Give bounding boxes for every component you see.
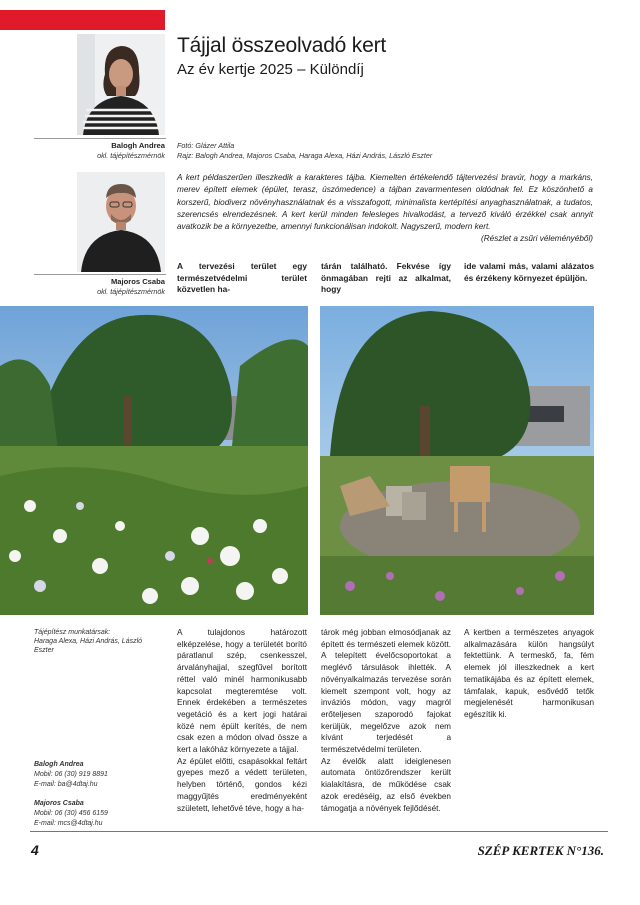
footer-rule <box>30 831 608 832</box>
body-column <box>321 627 451 814</box>
team-names: Haraga Alexa, Házi András, László Eszter <box>34 638 143 654</box>
author-portrait-balogh <box>77 34 165 135</box>
contact-email[interactable]: E-mail: ba@4dtaj.hu <box>34 781 98 788</box>
body-paragraph: A tulajdonos határozott elképzelése, hogy a területét borító páratlanul szép, csenkesszel, árvalányhajjal, szegfűvel borított réttel való minél harmonikusabb kapcsolat megteremtése volt. Ennek érdekében a természetes vegetáció és a kert jogi határai közé nem épült kerítés, de nem csak ezen a módon olvad össze a kert a lakóház környezete a tájjal. <box>177 628 307 755</box>
contact-phone: Mobil: 06 (30) 919 8891 <box>34 771 108 778</box>
contact-name: Balogh Andrea <box>34 761 84 768</box>
contact-phone: Mobil: 06 (30) 456 6159 <box>34 810 108 817</box>
page-subtitle: Az év kertje 2025 – Különdíj <box>177 61 364 78</box>
author-name: Balogh Andrea <box>111 141 165 150</box>
header-accent-bar <box>0 10 165 30</box>
intro-column: tárán található. Fekvése így önmagában rejti az alkalmat, hogy <box>321 261 451 295</box>
contact-email[interactable]: E-mail: mcs@4dtaj.hu <box>34 820 103 827</box>
author-rule <box>34 138 166 139</box>
body-paragraph: Az épület előtti, csapásokkal feltárt gyepes mező a védett területen, helyben történő, gondos kézi maggyűjtés eredményeként született, lehetővé téve, hogy a ha- <box>177 756 307 813</box>
author-role: okl. tájépítészmérnök <box>97 287 165 296</box>
intro-column: A tervezési terület egy természetvédelmi terület közvetlen ha- <box>177 261 307 295</box>
author-rule <box>34 274 166 275</box>
body-column <box>177 627 307 814</box>
garden-photo-seating <box>320 306 594 615</box>
page-title: Tájjal összeolvadó kert <box>177 34 386 57</box>
jury-quote-source: (Részlet a zsűri véleményéből) <box>481 234 593 244</box>
page-number: 4 <box>31 842 39 858</box>
team-label: Tájépítész munkatársak: <box>34 629 111 636</box>
magazine-name: SZÉP KERTEK N°136. <box>477 843 604 858</box>
author-name: Majoros Csaba <box>110 277 165 286</box>
jury-quote-text: A kert példaszerűen illeszkedik a karakteres tájba. Kiemelten értékelendő tájtervezési bravúr, hogy a markáns, merev épített elemek (épület, terasz, úszómedence) a tájban zavarmentesen oldódnak fel. Ez köszönhető a korszerű, biodiverz növényhasználatnak és a visszafogott, minimalista kertépítési anyaghasználatnak, a tudatos, szerencsés elrendezésnek. A kert kerül minden felesleges hivalkodást, a tervező kiváló érzékkel csak annyit avatkozik be a környezetbe, amennyi funkcionálisan indokolt. Nagyszerű, modern kert. <box>177 173 593 232</box>
body-paragraph: A kertben a természetes anyagok alkalmazására külön hangsúlyt fektettünk. A termeskő, fa, fém elemek jól illeszkednek a kert tematikájába és az épített elemek, támfalak, kapuk, esővédő tetők megjelenését harmonikusan egészítik ki. <box>464 628 594 719</box>
body-column <box>464 627 594 721</box>
body-paragraph: tárok még jobban elmosódjanak az épített és természeti elemek között. A telepített évelőcsoportokat a meglévő társulások ihlették. A növényalkalmazás tervezése során kiemelt szempont volt, hogy az inváziós módon, vagy magról erőteljesen szaporodó fajokat kerüljük, megelőzve azok nem kívánt terjedését a természetvédelmi területen. <box>321 628 451 755</box>
body-paragraph: Az évelők alatt ideiglenesen automata öntözőrendszer került kialakításra, de működése csak azok eredéséig, az első években támogatja a növények fejlődését. <box>321 756 451 813</box>
contact-name: Majoros Csaba <box>34 800 84 807</box>
drawing-credit: Rajz: Balogh Andrea, Majoros Csaba, Haraga Alexa, Házi András, László Eszter <box>177 151 433 160</box>
garden-photo-meadow <box>0 306 308 615</box>
photo-credit: Fotó: Glázer Attila <box>177 141 235 150</box>
intro-column: ide valami más, valami alázatos és érzékeny környezet épüljön. <box>464 261 594 283</box>
jury-quote <box>177 172 593 246</box>
author-role: okl. tájépítészmérnök <box>97 151 165 160</box>
author-portrait-majoros <box>77 172 165 272</box>
